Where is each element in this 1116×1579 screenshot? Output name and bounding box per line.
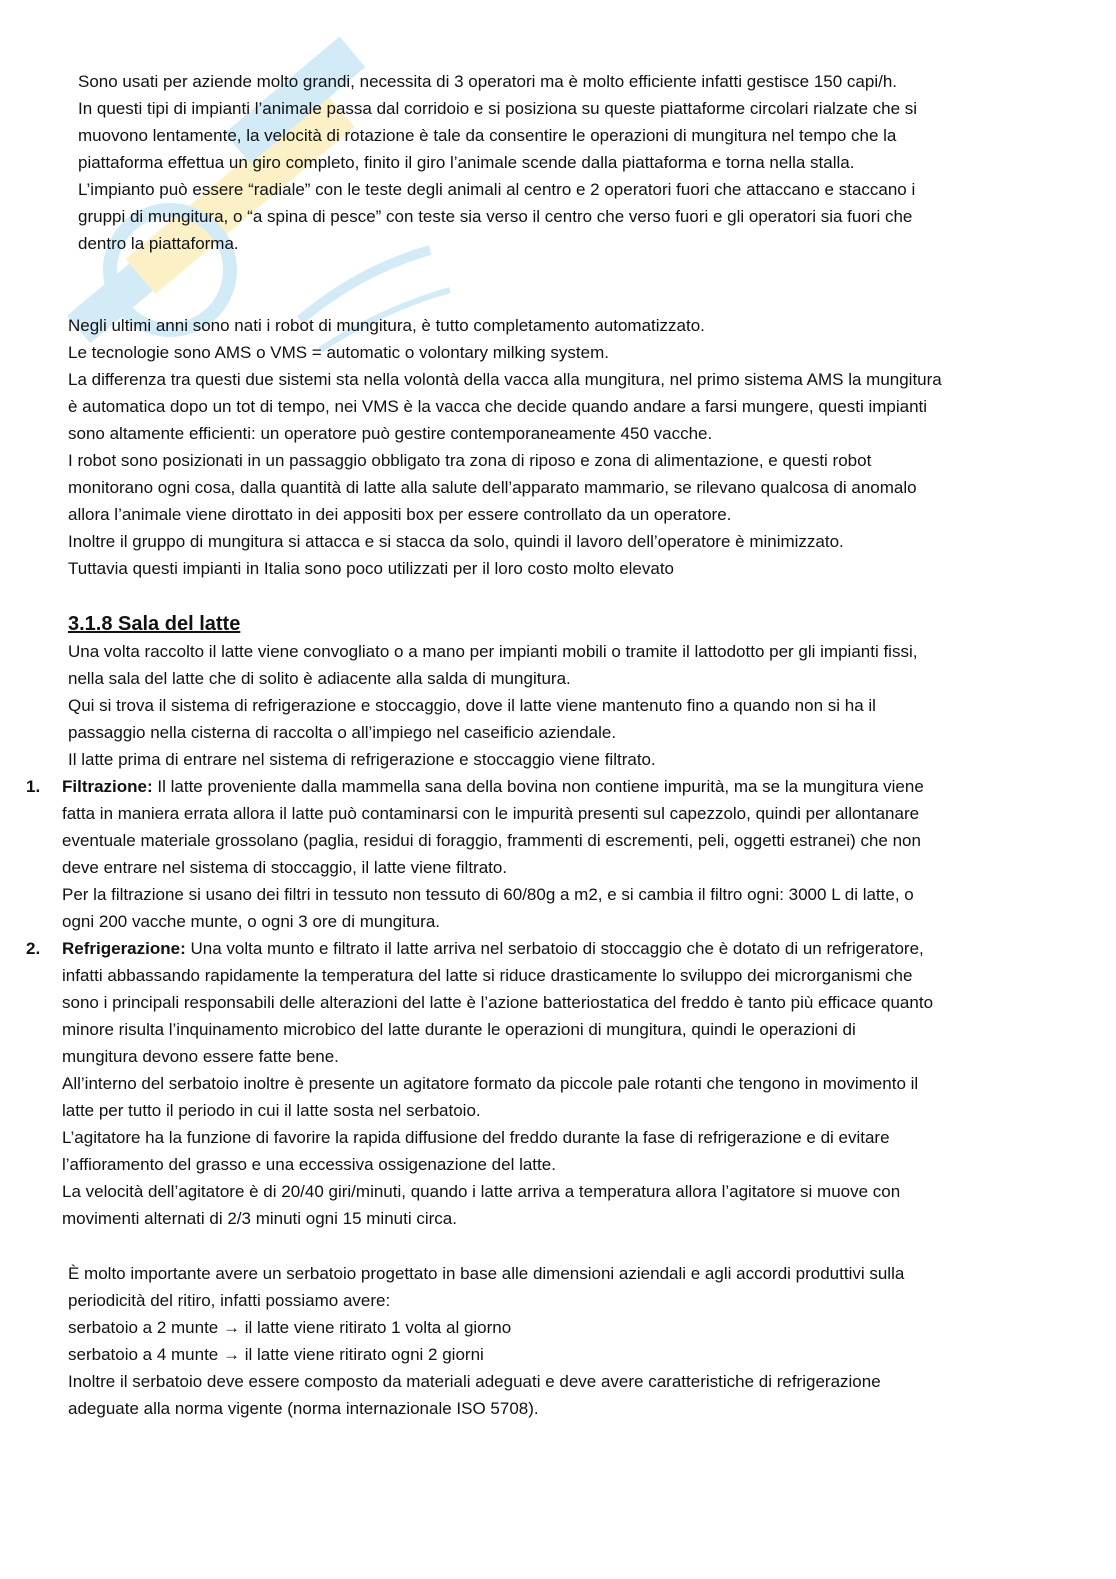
text-line: piattaforma effettua un giro completo, finito il giro l’animale scende dalla piattaforma e torna nella stalla. xyxy=(78,153,855,172)
intro-paragraph xyxy=(78,68,917,257)
text-line: monitorano ogni cosa, dalla quantità di latte alla salute dell’apparato mammario, se rilevano qualcosa di anomalo xyxy=(68,478,917,497)
text-line: è automatica dopo un tot di tempo, nei VMS è la vacca che decide quando andare a farsi mungere, questi impianti xyxy=(68,397,928,416)
text-line: Inoltre il serbatoio deve essere composto da materiali adeguati e deve avere caratteristiche di refrigerazione xyxy=(68,1372,881,1391)
text-line: Una volta raccolto il latte viene convogliato o a mano per impianti mobili o tramite il lattodotto per gli impianti fissi, xyxy=(68,642,918,661)
list-item-first-line: Il latte proveniente dalla mammella sana della bovina non contiene impurità, ma se la mungitura viene xyxy=(152,777,924,796)
text-line: Per la filtrazione si usano dei filtri in tessuto non tessuto di 60/80g a m2, e si cambia il filtro ogni: 3000 L di latte, o xyxy=(62,885,914,904)
section-intro-paragraph xyxy=(68,638,917,773)
text-line: Le tecnologie sono AMS o VMS = automatic o volontary milking system. xyxy=(68,343,609,362)
text-line: ogni 200 vacche munte, o ogni 3 ore di mungitura. xyxy=(62,912,441,931)
text-line: latte per tutto il periodo in cui il latte sosta nel serbatoio. xyxy=(62,1101,481,1120)
list-item-lead: Refrigerazione: xyxy=(62,939,186,958)
text-line: dentro la piattaforma. xyxy=(78,234,239,253)
text-line: La differenza tra questi due sistemi sta nella volontà della vacca alla mungitura, nel primo sistema AMS la mungitura xyxy=(68,370,942,389)
text-line: minore risulta l’inquinamento microbico del latte durante le operazioni di mungitura, quindi le operazioni di xyxy=(62,1020,856,1039)
list-item-first-line: Una volta munto e filtrato il latte arriva nel serbatoio di stoccaggio che è dotato di un refrigeratore, xyxy=(185,939,924,958)
list-item-refrigerazione xyxy=(0,935,933,1232)
text-line: allora l’animale viene dirottato in dei appositi box per essere controllato da un operatore. xyxy=(68,505,732,524)
option-description: il latte viene ritirato ogni 2 giorni xyxy=(240,1345,484,1364)
text-line: muovono lentamente, la velocità di rotazione è tale da consentire le operazioni di mungitura nel tempo che la xyxy=(78,126,897,145)
text-line: I robot sono posizionati in un passaggio obbligato tra zona di riposo e zona di alimentazione, e questi robot xyxy=(68,451,872,470)
list-number: 1. xyxy=(26,777,41,796)
text-line: Inoltre il gruppo di mungitura si attacca e si stacca da solo, quindi il lavoro dell’operatore è minimizzato. xyxy=(68,532,844,551)
list-number: 2. xyxy=(26,939,41,958)
option-label: serbatoio a 4 munte xyxy=(68,1345,219,1364)
section-heading: 3.1.8 Sala del latte xyxy=(68,613,241,635)
text-line xyxy=(62,773,933,800)
text-line: periodicità del ritiro, infatti possiamo avere: xyxy=(68,1291,391,1310)
text-line: L’agitatore ha la funzione di favorire la rapida diffusione del freddo durante la fase di refrigerazione e di evitare xyxy=(62,1128,890,1147)
text-line: deve entrare nel sistema di stoccaggio, il latte viene filtrato. xyxy=(62,858,508,877)
text-line: nella sala del latte che di solito è adiacente alla salda di mungitura. xyxy=(68,669,571,688)
text-line: gruppi di mungitura, o “a spina di pesce” con teste sia verso il centro che verso fuori e gli operatori sia fuori che xyxy=(78,207,913,226)
text-line: passaggio nella cisterna di raccolta o all’impiego nel caseificio aziendale. xyxy=(68,723,617,742)
robots-paragraph xyxy=(68,312,942,582)
text-line: L’impianto può essere “radiale” con le teste degli animali al centro e 2 operatori fuori che attaccano e staccano i xyxy=(78,180,916,199)
tank-option-4-munte xyxy=(68,1341,904,1368)
text-line: Il latte prima di entrare nel sistema di refrigerazione e stoccaggio viene filtrato. xyxy=(68,750,656,769)
option-label: serbatoio a 2 munte xyxy=(68,1318,219,1337)
text-line: sono i principali responsabili delle alterazioni del latte è l’azione batteriostatica del freddo è tanto più efficace quanto xyxy=(62,993,934,1012)
text-line: È molto importante avere un serbatoio progettato in base alle dimensioni aziendali e agli accordi produttivi sulla xyxy=(68,1264,905,1283)
right-arrow-icon: → xyxy=(223,1345,240,1364)
text-line: sono altamente efficienti: un operatore può gestire contemporaneamente 450 vacche. xyxy=(68,424,713,443)
text-line: mungitura devono essere fatte bene. xyxy=(62,1047,339,1066)
tank-option-2-munte xyxy=(68,1314,904,1341)
text-line: Qui si trova il sistema di refrigerazione e stoccaggio, dove il latte viene mantenuto fino a quando non si ha il xyxy=(68,696,876,715)
text-line: movimenti alternati di 2/3 minuti ogni 15 minuti circa. xyxy=(62,1209,457,1228)
right-arrow-icon: → xyxy=(223,1318,240,1337)
text-line: Tuttavia questi impianti in Italia sono poco utilizzati per il loro costo molto elevato xyxy=(68,559,675,578)
text-line: Sono usati per aziende molto grandi, necessita di 3 operatori ma è molto efficiente infatti gestisce 150 capi/h. xyxy=(78,72,897,91)
list-item-lead: Filtrazione: xyxy=(62,777,153,796)
text-line: La velocità dell’agitatore è di 20/40 giri/minuti, quando i latte arriva a temperatura allora l’agitatore si muove con xyxy=(62,1182,901,1201)
text-line: l’affioramento del grasso e una eccessiva ossigenazione del latte. xyxy=(62,1155,556,1174)
text-line: All’interno del serbatoio inoltre è presente un agitatore formato da piccole pale rotanti che tengono in movimento il xyxy=(62,1074,919,1093)
tank-paragraph xyxy=(68,1260,904,1422)
option-description: il latte viene ritirato 1 volta al giorno xyxy=(240,1318,512,1337)
text-line: infatti abbassando rapidamente la temperatura del latte si riduce drasticamente lo sviluppo dei microrganismi che xyxy=(62,966,913,985)
text-line: fatta in maniera errata allora il latte può contaminarsi con le impurità presenti sul capezzolo, quindi per allontanare xyxy=(62,804,920,823)
text-line: eventuale materiale grossolano (paglia, residui di foraggio, frammenti di escrementi, peli, oggetti estranei) che non xyxy=(62,831,921,850)
text-line: In questi tipi di impianti l’animale passa dal corridoio e si posiziona su queste piattaforme circolari rialzate che si xyxy=(78,99,918,118)
list-item-filtrazione xyxy=(0,773,933,935)
text-line xyxy=(62,935,933,962)
numbered-list xyxy=(0,773,933,1232)
text-line: Negli ultimi anni sono nati i robot di mungitura, è tutto completamento automatizzato. xyxy=(68,316,705,335)
text-line: adeguate alla norma vigente (norma internazionale ISO 5708). xyxy=(68,1399,539,1418)
